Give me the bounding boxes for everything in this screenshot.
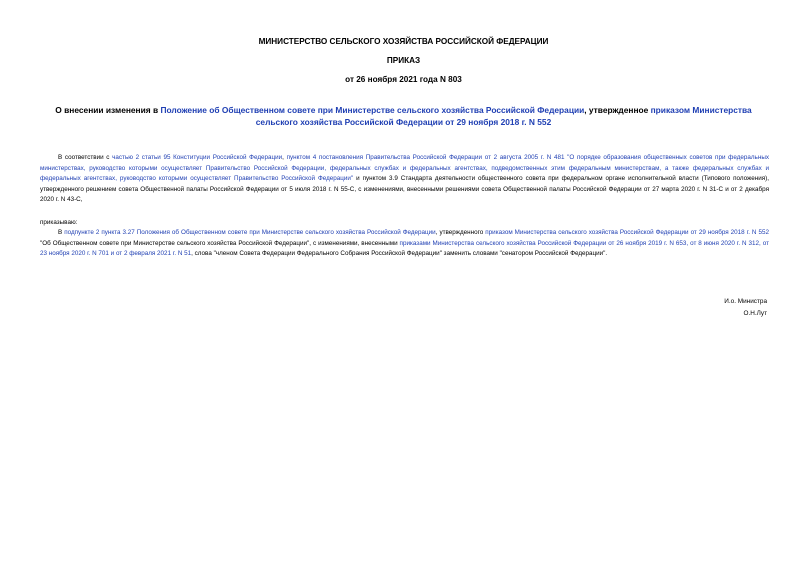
order-word: приказываю:: [40, 219, 78, 226]
para2-text-3: "Об Общественном совете при Министерстве сельского хозяйства Российской Федерации", с изменениями, внесенными: [40, 239, 400, 247]
para2-text-1: В: [58, 229, 65, 236]
paragraph-preamble: [40, 153, 769, 206]
title-link-regulation[interactable]: Положение об Общественном совете при Министерстве сельского хозяйства Российской Федерации: [160, 105, 585, 115]
title-link-order[interactable]: приказом Министерства сельского хозяйства Российской Федерации от 29 ноября 2018 г. N 552: [255, 105, 752, 127]
para1-text-2: ,: [282, 154, 287, 161]
date-number-heading: от 26 ноября 2021 года N 803: [345, 75, 462, 84]
document-title: [40, 104, 767, 128]
para1-text-1: В соответствии с: [58, 154, 113, 161]
link-amending-orders[interactable]: приказами Министерства сельского хозяйства Российской Федерации от 26 ноября 2019 г. N 653, от 8 июня 2020 г. N 312, от 23 ноября 2020 г. N 701 и от 2 февраля 2021 г. N 51: [40, 239, 769, 258]
link-order-552[interactable]: приказом Министерства сельского хозяйства Российской Федерации от 29 ноября 2018 г. N 552: [485, 229, 769, 236]
title-middle: , утвержденное: [584, 105, 651, 115]
paragraph-amendment: [40, 228, 769, 260]
link-government-decree[interactable]: пунктом 4 постановления Правительства Российской Федерации от 2 августа 2005 г. N 481 "О порядке образования общественных советов при федеральных министерствах, руководство которыми осуществляет Правительство Российской Федерации, федеральных службах и федеральных агентствах, подведомственных этим федеральным министерствам, а также федеральных службах и федеральных агентствах, руководство которыми осуществляет Правительство Российской Федерации": [40, 154, 769, 183]
para1-text-3: и пунктом 3.9 Стандарта деятельности общественного совета при федеральном органе исполнительной власти (Типового положения), утвержденного решением совета Общественной палаты Российской Федерации от 5 июля 2018 г. N 55-С, с изменениями, внесенными решениями совета Общественной палаты Российской Федерации от 27 марта 2020 г. N 31-С и от 2 декабря 2020 г. N 43-С,: [40, 175, 769, 204]
signature-position: И.о. Министра: [724, 298, 767, 305]
link-constitution[interactable]: частью 2 статьи 95 Конституции Российской Федерации: [112, 154, 283, 161]
title-prefix: О внесении изменения в: [55, 105, 161, 115]
signature-name: О.Н.Лут: [743, 310, 767, 317]
para2-text-4: , слова "членом Совета Федерации Федерального Собрания Российской Федерации" заменить словами "сенатором Российской Федерации".: [191, 250, 608, 258]
para2-text-2: , утвержденного: [435, 229, 486, 236]
ministry-heading: МИНИСТЕРСТВО СЕЛЬСКОГО ХОЗЯЙСТВА РОССИЙСКОЙ ФЕДЕРАЦИИ: [258, 37, 549, 46]
link-subclause[interactable]: подпункте 2 пункта 3.27 Положения об Общественном совете при Министерстве сельского хозяйства Российской Федерации: [64, 229, 436, 236]
doc-type-heading: ПРИКАЗ: [386, 56, 421, 65]
